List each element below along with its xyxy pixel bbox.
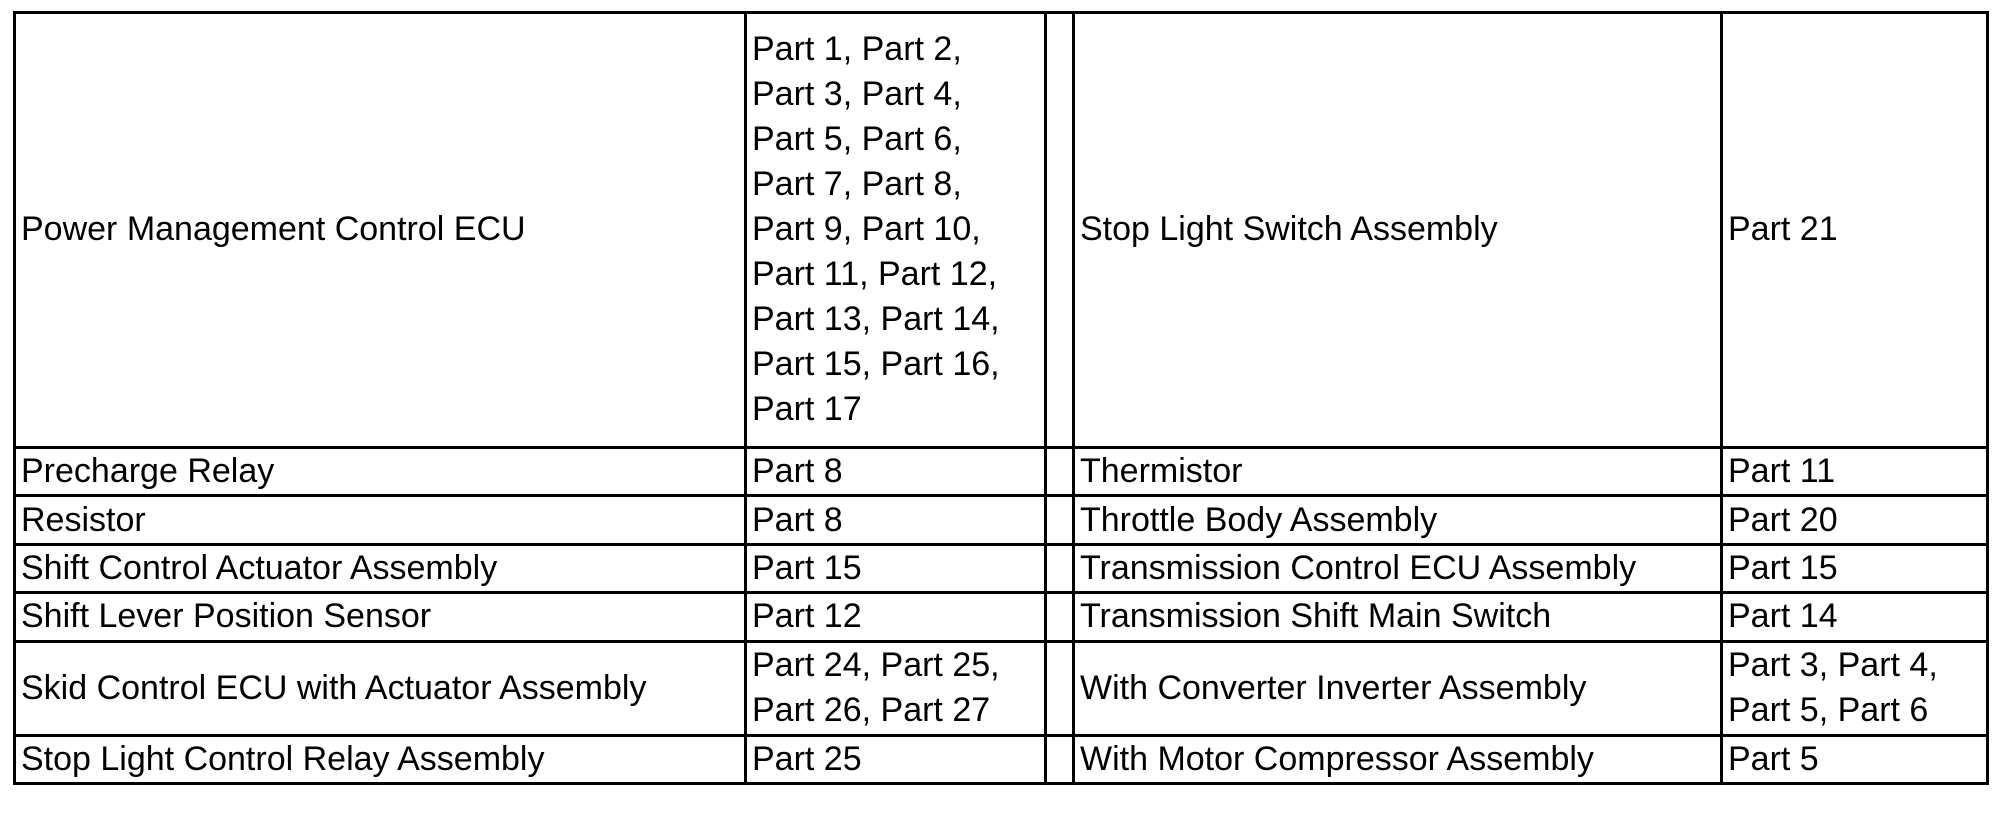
column-separator — [1046, 13, 1074, 448]
component-cell: Transmission Control ECU Assembly — [1074, 544, 1722, 592]
component-cell: With Converter Inverter Assembly — [1074, 641, 1722, 735]
parts-line: Part 24, Part 25, — [752, 646, 1000, 685]
component-cell: Throttle Body Assembly — [1074, 496, 1722, 544]
component-cell: Skid Control ECU with Actuator Assembly — [15, 641, 746, 735]
parts-line: Part 3, Part 4, — [752, 75, 962, 114]
table-row — [15, 496, 1988, 544]
component-cell: With Motor Compressor Assembly — [1074, 735, 1722, 783]
component-cell: Transmission Shift Main Switch — [1074, 593, 1722, 641]
table-row — [15, 641, 1988, 735]
component-cell: Power Management Control ECU — [15, 13, 746, 448]
parts-line: Part 7, Part 8, — [752, 165, 962, 204]
parts-cell: Part 20 — [1722, 496, 1988, 544]
component-cell: Stop Light Control Relay Assembly — [15, 735, 746, 783]
parts-line: Part 13, Part 14, — [752, 300, 1000, 339]
parts-cell — [1722, 641, 1988, 735]
parts-cell: Part 15 — [1722, 544, 1988, 592]
parts-line: Part 5, Part 6, — [752, 120, 962, 159]
parts-cell: Part 25 — [746, 735, 1046, 783]
parts-cell: Part 11 — [1722, 447, 1988, 495]
component-cell: Shift Control Actuator Assembly — [15, 544, 746, 592]
table-row — [15, 447, 1988, 495]
component-cell: Precharge Relay — [15, 447, 746, 495]
column-separator — [1046, 735, 1074, 783]
parts-line: Part 5, Part 6 — [1728, 691, 1929, 730]
parts-line: Part 17 — [752, 390, 862, 429]
parts-cell — [746, 641, 1046, 735]
parts-line: Part 1, Part 2, — [752, 30, 962, 69]
component-cell: Stop Light Switch Assembly — [1074, 13, 1722, 448]
component-cell: Thermistor — [1074, 447, 1722, 495]
parts-cell: Part 5 — [1722, 735, 1988, 783]
parts-line: Part 26, Part 27 — [752, 691, 991, 730]
parts-table — [13, 11, 1989, 785]
table-row — [15, 544, 1988, 592]
column-separator — [1046, 641, 1074, 735]
column-separator — [1046, 544, 1074, 592]
parts-cell — [746, 13, 1046, 448]
column-separator — [1046, 447, 1074, 495]
parts-line: Part 3, Part 4, — [1728, 646, 1938, 685]
table-row — [15, 13, 1988, 448]
table-row — [15, 735, 1988, 783]
parts-cell: Part 8 — [746, 447, 1046, 495]
parts-line: Part 9, Part 10, — [752, 210, 981, 249]
parts-cell: Part 14 — [1722, 593, 1988, 641]
column-separator — [1046, 593, 1074, 641]
component-cell: Resistor — [15, 496, 746, 544]
parts-cell: Part 15 — [746, 544, 1046, 592]
parts-cell: Part 8 — [746, 496, 1046, 544]
parts-cell: Part 21 — [1722, 13, 1988, 448]
component-cell: Shift Lever Position Sensor — [15, 593, 746, 641]
parts-cell: Part 12 — [746, 593, 1046, 641]
column-separator — [1046, 496, 1074, 544]
parts-line: Part 15, Part 16, — [752, 345, 1000, 384]
table-row — [15, 593, 1988, 641]
parts-line: Part 11, Part 12, — [752, 255, 998, 294]
